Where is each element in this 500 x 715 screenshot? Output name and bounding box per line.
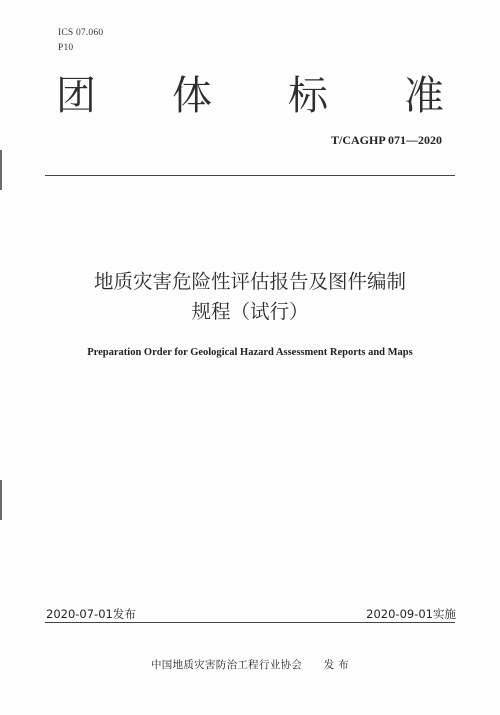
title-english: Preparation Order for Geological Hazard Assessment Reports and Maps [87, 347, 413, 358]
top-divider [45, 175, 455, 176]
ics-code: ICS 07.060 [58, 28, 104, 38]
standard-type-char: 体 [172, 73, 212, 119]
standard-type-char: 标 [288, 73, 328, 119]
title-chinese-line-2: 规程（试行） [191, 300, 309, 323]
standard-number: T/CAGHP 071—2020 [330, 133, 442, 147]
publisher: 中国地质灾害防治工程行业协会 发 布 [150, 659, 350, 671]
implementation-date: 2020-09-01实施 [366, 607, 456, 621]
standard-type-char: 准 [404, 73, 444, 119]
binding-mark [0, 480, 2, 520]
binding-mark [0, 150, 2, 190]
issue-date: 2020-07-01发布 [46, 607, 136, 621]
standard-type-heading [56, 72, 444, 120]
title-chinese-line-1: 地质灾害危险性评估报告及图件编制 [93, 270, 406, 293]
standard-type-char: 团 [56, 73, 96, 119]
classification-code: P10 [58, 43, 74, 53]
bottom-divider [45, 622, 455, 623]
